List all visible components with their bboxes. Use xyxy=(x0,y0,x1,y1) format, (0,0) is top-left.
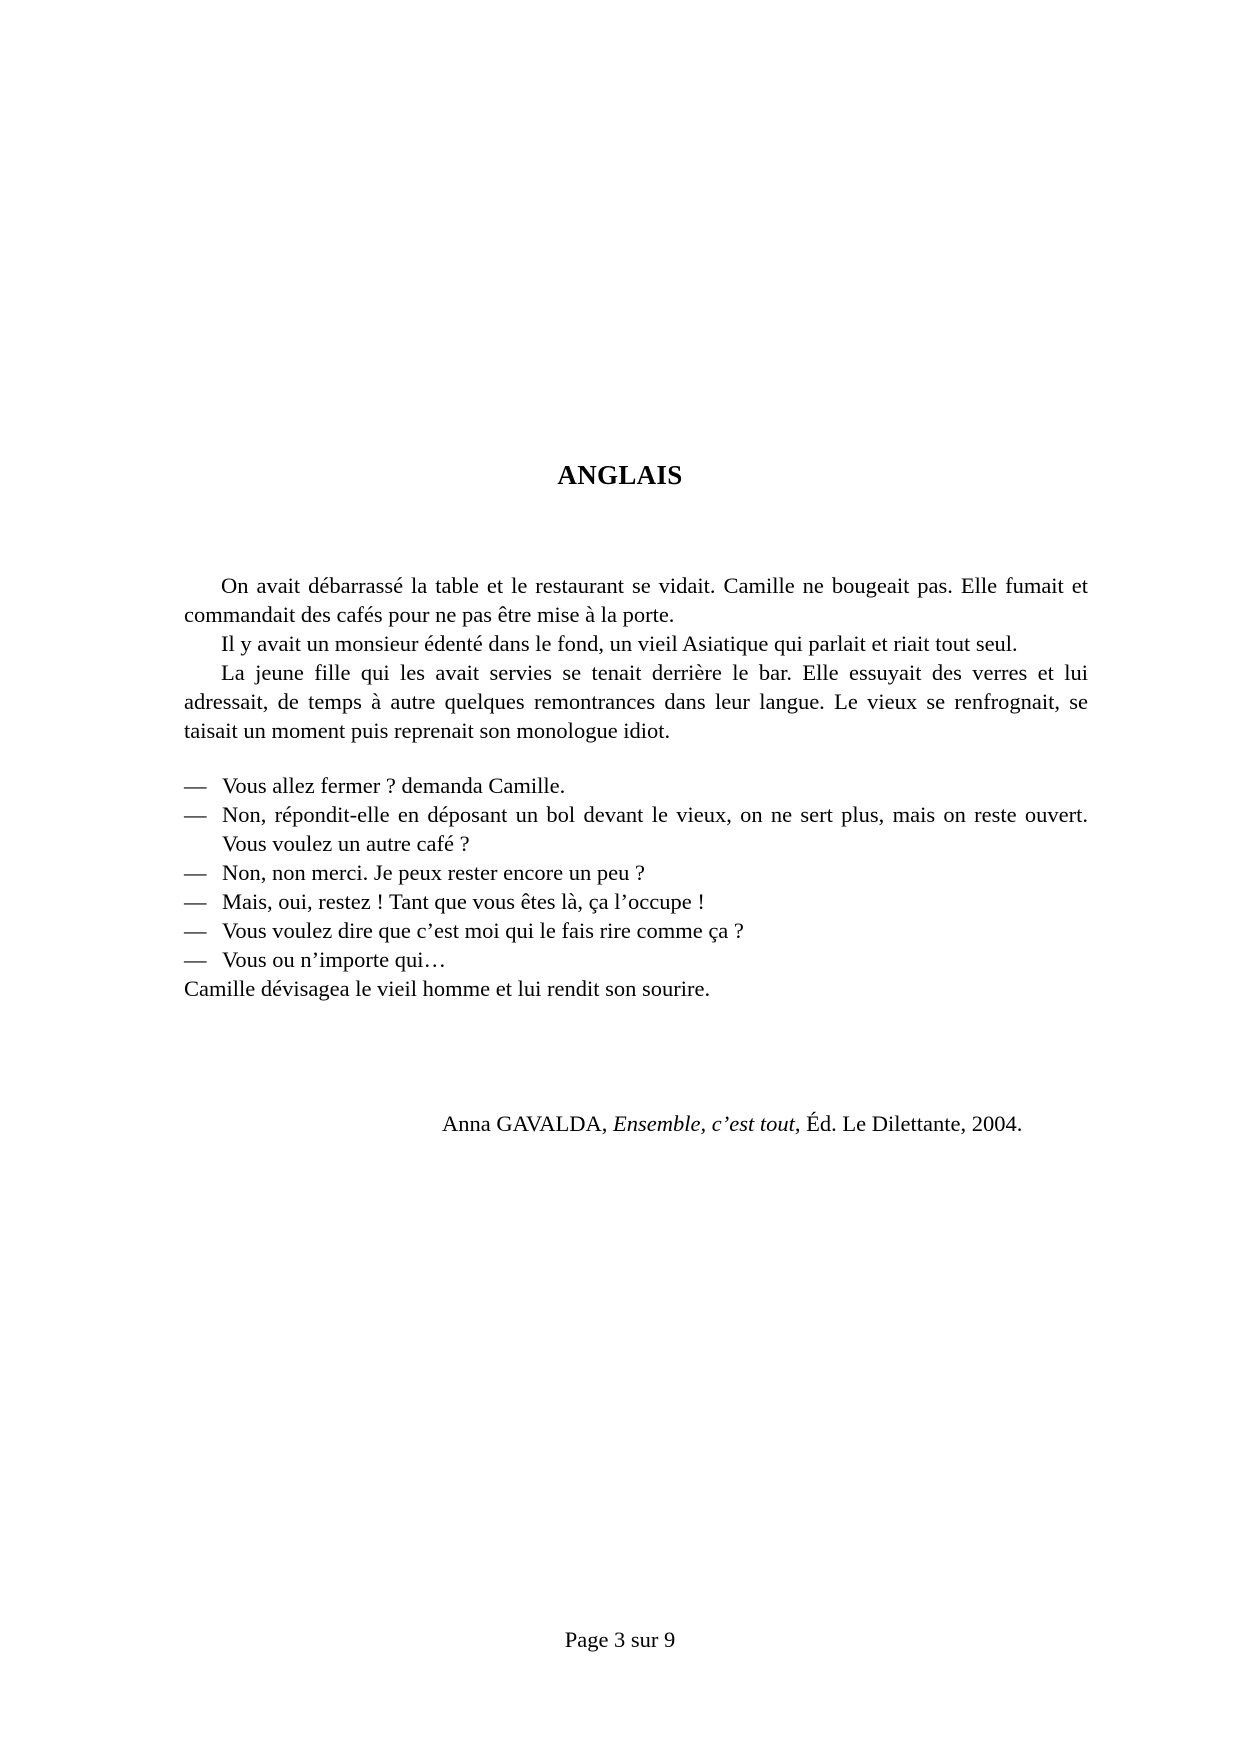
dialogue-line-6 xyxy=(184,945,1088,974)
dialogue-text: Mais, oui, restez ! Tant que vous êtes là, ça l’occupe ! xyxy=(222,889,705,914)
dialogue-text: Non, non merci. Je peux rester encore un peu ? xyxy=(222,860,645,885)
dialogue-text: Vous ou n’importe qui… xyxy=(222,947,446,972)
dialogue-text: Non, répondit-elle en déposant un bol devant le vieux, on ne sert plus, mais on reste ouvert. Vous voulez un autre café ? xyxy=(222,802,1088,856)
page-number: Page 3 sur 9 xyxy=(564,1627,676,1652)
dialogue-dash: — xyxy=(184,918,207,943)
closing-line: Camille dévisagea le vieil homme et lui rendit son sourire. xyxy=(184,976,711,1001)
paragraph-2: Il y avait un monsieur édenté dans le fond, un vieil Asiatique qui parlait et riait tout seul. xyxy=(221,631,1018,656)
paragraph-1: On avait débarrassé la table et le restaurant se vidait. Camille ne bougeait pas. Elle fumait et commandait des cafés pour ne pas être mise à la porte. xyxy=(184,573,1088,627)
paragraph-3: La jeune fille qui les avait servies se tenait derrière le bar. Elle essuyait des verres et lui adressait, de temps à autre quelques remontrances dans leur langue. Le vieux se renfrognait, se taisait un moment puis reprenait son monologue idiot. xyxy=(184,660,1088,743)
dialogue-text: Vous voulez dire que c’est moi qui le fais rire comme ça ? xyxy=(222,918,744,943)
dialogue-dash: — xyxy=(184,889,207,914)
dialogue-dash: — xyxy=(184,860,207,885)
dialogue-line-1 xyxy=(184,771,1088,800)
dialogue-line-2 xyxy=(184,800,1088,858)
dialogue-dash: — xyxy=(184,947,207,972)
citation xyxy=(442,1111,1022,1137)
citation-work: Ensemble, c’est tout xyxy=(613,1111,795,1136)
dialogue-dash: — xyxy=(184,802,207,827)
dialogue-dash: — xyxy=(184,773,207,798)
dialogue-line-3 xyxy=(184,858,1088,887)
citation-author: Anna GAVALDA, xyxy=(442,1111,614,1136)
dialogue-list xyxy=(184,771,1088,974)
dialogue-text: Vous allez fermer ? demanda Camille. xyxy=(222,773,566,798)
page-title: ANGLAIS xyxy=(557,460,683,490)
dialogue-line-5 xyxy=(184,916,1088,945)
dialogue-line-4 xyxy=(184,887,1088,916)
text-body xyxy=(184,571,1088,1003)
citation-publisher: , Éd. Le Dilettante, 2004. xyxy=(794,1111,1023,1136)
